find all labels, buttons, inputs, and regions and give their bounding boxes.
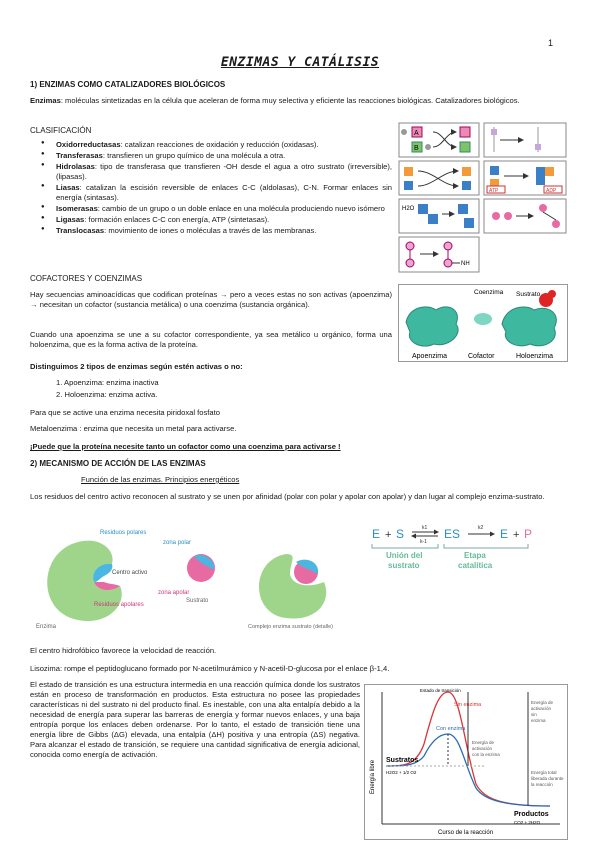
energy-productos-sub: CO2 + 2H2O — [514, 820, 541, 825]
class-name: Isomerasas — [56, 204, 98, 214]
label-holoenzima: Holoenzima — [516, 353, 553, 360]
page-title: ENZIMAS Y CATÁLISIS — [220, 55, 380, 70]
energy-labels-hidden — [364, 684, 365, 685]
active-site-paragraph: Los residuos del centro activo reconocen al sustrato y se unen por afinidad (polar con polar y apolar con apolar) y dan lugar al complejo enzima-sustrato. — [30, 492, 545, 501]
label-cofactor: Cofactor — [468, 353, 495, 360]
class-item — [30, 162, 392, 182]
energy-ea-sin-label: Energía de activación sin enzima — [531, 700, 554, 723]
eq-label1 — [368, 540, 369, 541]
reaction-equation — [368, 522, 568, 576]
class-name: Hidrolasas — [56, 162, 95, 172]
label-a: A — [414, 130, 419, 137]
energy-con-enzima: Con enzima — [436, 726, 466, 732]
class-item — [30, 215, 392, 225]
class-desc: : cambio de un grupo o un doble enlace en una molécula produciendo nuevo isómero — [97, 204, 385, 214]
label-coenzima: Coenzima — [474, 289, 504, 296]
energy-productos: Productos — [514, 811, 549, 818]
eq-p: P — [524, 527, 533, 541]
label-b: B — [414, 145, 419, 152]
classification-list — [30, 140, 392, 237]
cofactors-paragraph-1: Hay secuencias aminoacídicas que codifican proteínas → pero a veces estas no son activas (apoenzima) → necesitan un cofactor (sustancia metálica) o una coenzima (sustancia orgánica). — [30, 290, 392, 310]
eq-e1: E — [372, 527, 381, 541]
class-item — [30, 151, 392, 161]
svg-text:catalítica: catalítica — [458, 561, 493, 570]
metaloenzima-text: Metaloenzima : enzima que necesita un metal para activarse. — [30, 424, 237, 433]
intro-paragraph — [30, 96, 560, 106]
label-enzima: Enzima — [36, 624, 57, 630]
holoenzyme-figure — [398, 284, 568, 362]
label-atp: ATP — [489, 188, 499, 194]
energy-ea-enzima-label: Energía de activación con la enzima — [472, 740, 500, 757]
class-name: Transferasas — [56, 151, 103, 161]
label-centro-activo: Centro activo — [112, 570, 148, 576]
section1-heading: 1) ENZIMAS COMO CATALIZADORES BIOLÓGICOS — [30, 80, 226, 89]
energy-sin-enzima: Sin enzima — [454, 702, 482, 708]
eq-km1: k-1 — [420, 539, 427, 545]
eq-es: ES — [444, 527, 461, 541]
eq-plus2: + — [513, 529, 520, 541]
hydrophobic-text: El centro hidrofóbico favorece la velocidad de reacción. — [30, 646, 217, 655]
types-item: 2. Holoenzima: enzima activa. — [56, 390, 158, 400]
energy-diagram — [364, 684, 568, 840]
class-desc: : catalizan reacciones de oxidación y reducción (oxidasas). — [120, 140, 319, 149]
binding-figure — [28, 522, 348, 632]
class-name: Ligasas — [56, 215, 85, 225]
lisozima-text: Lisozima: rompe el peptidoglucano formado por N-acetilmurámico y N-acetil-D-glucosa por el enlace β-1,4. — [30, 664, 390, 673]
class-name: Oxidorreductasas — [56, 140, 121, 149]
label-zona-apolar: zona apolar — [158, 590, 190, 596]
intro-label: Enzimas — [30, 96, 61, 105]
enzyme-class-diagrams — [398, 122, 568, 280]
label-sustrato: Sustrato — [516, 291, 541, 298]
label-residuos-polares: Residuos polares — [100, 530, 147, 536]
enzyme-shape — [47, 541, 122, 621]
eq-k1: k1 — [422, 525, 428, 531]
label-sustrato-binding: Sustrato — [186, 598, 209, 604]
class-desc: : tipo de transferasa que transfieren -OH desde el agua a otro sustrato (irreversible), (lipasas). — [56, 162, 392, 182]
note-text: ¡Puede que la proteína necesite tanto un cofactor como una coenzima para activarse ! — [30, 442, 341, 451]
label-complejo: Complejo enzima sustrato (detalle) — [248, 624, 333, 630]
class-desc: : transfieren un grupo químico de una molécula a otra. — [102, 151, 286, 161]
eq-k2: k2 — [478, 525, 484, 531]
class-name: Liasas — [56, 183, 80, 193]
intro-text: : moléculas sintetizadas en la célula que aceleran de forma muy selectiva y eficiente las reacciones biológicas. Catalizadores biológicos. — [60, 96, 520, 105]
energy-total-label: Energía total liberada durante la reacción — [531, 770, 564, 787]
class-item — [30, 183, 392, 203]
class-item — [30, 226, 392, 236]
equation-labels-hidden — [368, 540, 369, 541]
label-zona-polar: zona polar — [163, 540, 192, 546]
class-name: Translocasas — [56, 226, 105, 236]
class-item — [30, 204, 392, 214]
svg-text:sustrato: sustrato — [388, 561, 420, 570]
section2-heading: 2) MECANISMO DE ACCIÓN DE LAS ENZIMAS — [30, 459, 206, 468]
eq-e2: E — [500, 527, 509, 541]
complex-shape — [259, 554, 326, 618]
class-desc: : catalizan la escisión reversible de enlaces C-C (aldolasas), C-N. Formar enlaces sin energía (sintasas). — [56, 183, 392, 203]
piridoxal-text: Para que se active una enzima necesita piridoxal fosfato — [30, 408, 220, 417]
types-item: 1. Apoenzima: enzima inactiva — [56, 378, 159, 387]
eq-s: S — [396, 527, 405, 541]
class-desc: : movimiento de iones o moléculas a través de las membranas. — [104, 226, 317, 236]
class-item — [30, 140, 392, 150]
label-residuos-apolares: Residuos apolares — [94, 602, 144, 608]
apoenzyme-shape — [406, 307, 458, 346]
energy-sustratos-sub: H2O2 + 1/2 O2 — [386, 770, 417, 775]
energy-ts-label: Estado de transición — [420, 688, 461, 693]
cofactors-heading: COFACTORES Y COENZIMAS — [30, 274, 143, 283]
page-number: 1 — [547, 38, 553, 48]
svg-text:Unión del: Unión del — [386, 551, 423, 560]
label-adp: ADP — [546, 188, 557, 194]
types-heading: Distinguimos 2 tipos de enzimas según estén activas o no: — [30, 362, 243, 371]
label-h2o: H2O — [402, 206, 415, 212]
label-apoenzima: Apoenzima — [412, 353, 448, 360]
energy-xlabel: Curso de la reacción — [438, 830, 494, 836]
transferase-panel — [484, 123, 566, 157]
cofactor-shape — [474, 313, 492, 325]
label-nh: NH — [461, 261, 470, 267]
energy-ylabel: Energía libre — [370, 759, 376, 794]
eq-plus1: + — [385, 529, 392, 541]
types-list — [30, 378, 330, 400]
cofactors-paragraph-2: Cuando una apoenzima se une a su cofactor correspondiente, ya sea metálico u orgánico, forma una holoenzima, que es la forma activa de la proteína. — [30, 330, 392, 350]
section2-subheading: Función de las enzimas. Principios energéticos — [81, 475, 240, 484]
holoenzyme-shape — [502, 307, 556, 346]
energy-sustratos: Sustratos — [386, 757, 419, 764]
classification-heading: CLASIFICACIÓN — [30, 126, 92, 135]
transition-paragraph: El estado de transición es una estructura intermedia en una reacción química donde los sustratos están en proceso de transformación en productos. Esta estructura no posee las propiedades características ni del sustrato ni del producto final. Es inestable, con una alta entalpía debido a la necesidad de energía para superar las barreras de energía y formar nuevos enlaces, y una baja entropía porque los enlaces deben ordenarse. Por lo tanto, el estado de transición tiene una energía libre de Gibbs (ΔG) elevada, una entalpía (ΔH) positiva y una entropía (ΔS) negativa. Para alcanzar el estado de transición, se requiere una cantidad significativa de energía adicional, conocida como energía de activación. — [30, 680, 360, 760]
class-desc: : formación enlaces C-C con energía, ATP (sintetasas). — [84, 215, 270, 225]
svg-text:Etapa: Etapa — [464, 551, 486, 560]
